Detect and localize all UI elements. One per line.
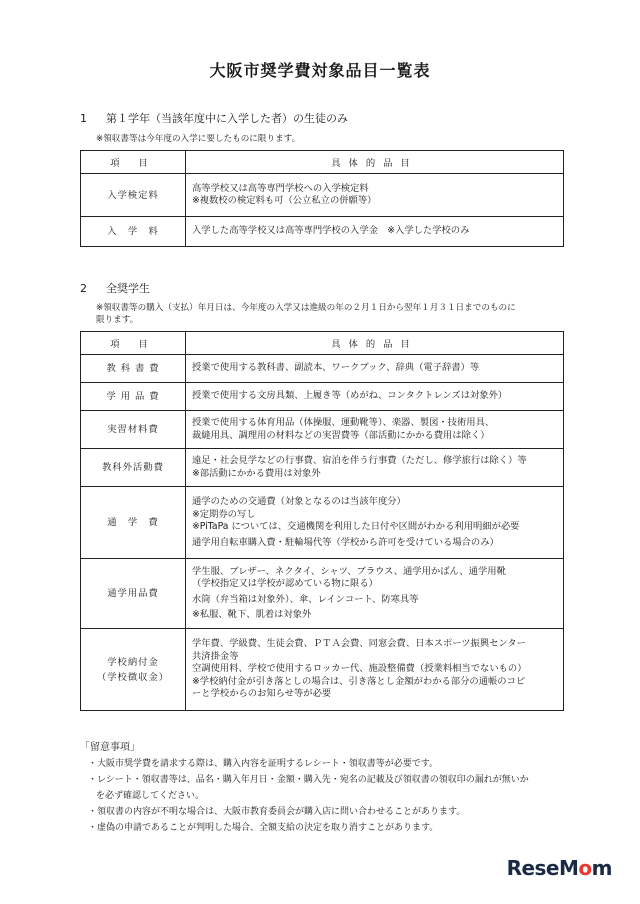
item-line: ※私服、靴下、肌着は対象外	[192, 609, 312, 620]
item-line: 授業で使用する体育用品（体操服、運動靴等）、楽器、製図・技術用具、	[192, 417, 495, 428]
header-item: 項 目	[81, 332, 186, 355]
item-line: 共済掛金等	[192, 650, 239, 662]
section1-number: 1	[80, 112, 87, 125]
item-line: 入学した高等学校又は高等専門学校の入学金 ※入学した学校のみ	[192, 225, 470, 237]
items-cell	[186, 629, 564, 711]
item-line: 学生服、ブレザー、ネクタイ、シャツ、ブラウス、通学用かばん、通学用靴	[192, 565, 506, 577]
item-line: ※学校納付金が引き落としの場合は、引き落とし金額がわかる部分の通帳のコピ	[192, 675, 526, 687]
category-cell: 入学検定料	[81, 174, 186, 217]
remark-item: ・大阪市奨学費を請求する際は、購入内容を証明するレシート・領収書等が必要です。	[88, 759, 439, 769]
logo-mark: o	[578, 856, 592, 880]
header-item: 項 目	[81, 151, 186, 174]
section1-table	[80, 150, 564, 247]
table-row	[81, 174, 564, 217]
table-row	[81, 355, 564, 383]
section2-table	[80, 331, 564, 711]
remark-item: ・領収書の内容が不明な場合は、大阪市教育委員会が購入店に問い合わせることがあります。	[88, 807, 466, 817]
logo-text: ReseM	[506, 856, 579, 880]
items-cell	[186, 355, 564, 383]
note-line: 限ります。	[96, 315, 139, 325]
item-line: ※部活動にかかる費用は対象外	[192, 467, 321, 479]
table-row	[81, 559, 564, 629]
item-line: 通学のための交通費（対象となるのは当該年度分）	[192, 496, 406, 507]
category-cell: 通 学 費	[81, 487, 186, 559]
item-line: ※複数校の検定料も可（公立私立の併願等）	[192, 195, 377, 206]
table-header-row	[81, 332, 564, 355]
category-cell	[81, 629, 186, 711]
section2-number: 2	[80, 282, 87, 295]
section1-note: ※領収書等は今年度の入学に要したものに限ります。	[96, 134, 301, 144]
category-line: （学校徴収金）	[96, 671, 170, 683]
item-line: 遠足・社会見学などの行事費、宿泊を伴う行事費（ただし、修学旅行は除く）等	[192, 455, 527, 466]
category-cell: 教科外活動費	[81, 449, 186, 487]
remarks-title: 「留意事項」	[80, 742, 140, 753]
remark-item: ・レシート・領収書等は、品名・購入年月日・金額・購入先・宛名の記載及び領収書の領収印の漏れが無いか	[88, 775, 529, 785]
item-line: （学校指定又は学校が認めている物に限る）	[192, 578, 378, 589]
item-line: 高等学校又は高等専門学校への入学検定料	[192, 182, 369, 194]
category-cell: 教 科 書 費	[81, 355, 186, 383]
page-title: 大阪市奨学費対象品目一覧表	[209, 61, 431, 80]
item-line: 通学用自転車購入費・駐輪場代等（学校から許可を受けている場合のみ）	[192, 536, 499, 548]
item-line: 空調使用料、学校で使用するロッカー代、施設整備費（授業料相当でないもの）	[192, 663, 527, 675]
category-line: 学校納付金	[107, 656, 159, 668]
table-row	[81, 629, 564, 711]
item-line: ※PiTaPa については、交通機関を利用した日付や区間がわかる利用明細が必要	[192, 521, 520, 532]
header-specific-items: 具体的品目	[186, 151, 564, 174]
category-cell: 学 用 品 費	[81, 383, 186, 411]
section2-heading-text: 全奨学生	[106, 282, 150, 295]
items-cell	[186, 174, 564, 217]
logo-text: m	[591, 856, 612, 880]
items-cell	[186, 487, 564, 559]
remark-item: を必ず確認してください。	[96, 791, 205, 801]
item-line: ※定期券の写し	[192, 508, 256, 520]
table-row	[81, 487, 564, 559]
table-row	[81, 383, 564, 411]
table-row	[81, 449, 564, 487]
section2-heading	[80, 280, 150, 296]
section1-heading	[80, 110, 348, 126]
items-cell	[186, 411, 564, 449]
table-row	[81, 411, 564, 449]
section1-heading-text: 第１学年（当該年度中に入学した者）の生徒のみ	[106, 112, 348, 125]
category-cell: 入 学 料	[81, 217, 186, 247]
item-line: 裁縫用具、調理用の材料などの実習費等（部活動にかかる費用は除く）	[192, 429, 490, 441]
category-cell: 通学用品費	[81, 559, 186, 629]
table-header-row	[81, 151, 564, 174]
remarks-list	[88, 756, 568, 836]
items-cell	[186, 449, 564, 487]
table-row	[81, 217, 564, 247]
item-line: 授業で使用する文房具類、上履き等（めがね、コンタクトレンズは対象外）	[192, 390, 508, 402]
item-line: ーと学校からのお知らせ等が必要	[192, 688, 332, 700]
header-specific-items: 具体的品目	[186, 332, 564, 355]
items-cell	[186, 559, 564, 629]
item-line: 学年費、学級費、生徒会費、ＰＴＡ会費、同窓会費、日本スポーツ振興センター	[192, 638, 526, 650]
item-line: 授業で使用する教科書、副読本、ワークブック、辞典（電子辞書）等	[192, 362, 480, 374]
resemom-logo	[507, 856, 612, 880]
note-line: ※領収書等の購入（支払）年月日は、今年度の入学又は進級の年の２月１日から翌年１月３１日までのものに	[96, 303, 516, 313]
section2-note	[96, 302, 556, 326]
item-line: 水筒（弁当箱は対象外）、傘、レインコート、防寒具等	[192, 593, 419, 605]
items-cell	[186, 383, 564, 411]
items-cell	[186, 217, 564, 247]
remark-item: ・虚偽の申請であることが判明した場合、全額支給の決定を取り消すことがあります。	[88, 823, 439, 833]
category-cell: 実習材料費	[81, 411, 186, 449]
